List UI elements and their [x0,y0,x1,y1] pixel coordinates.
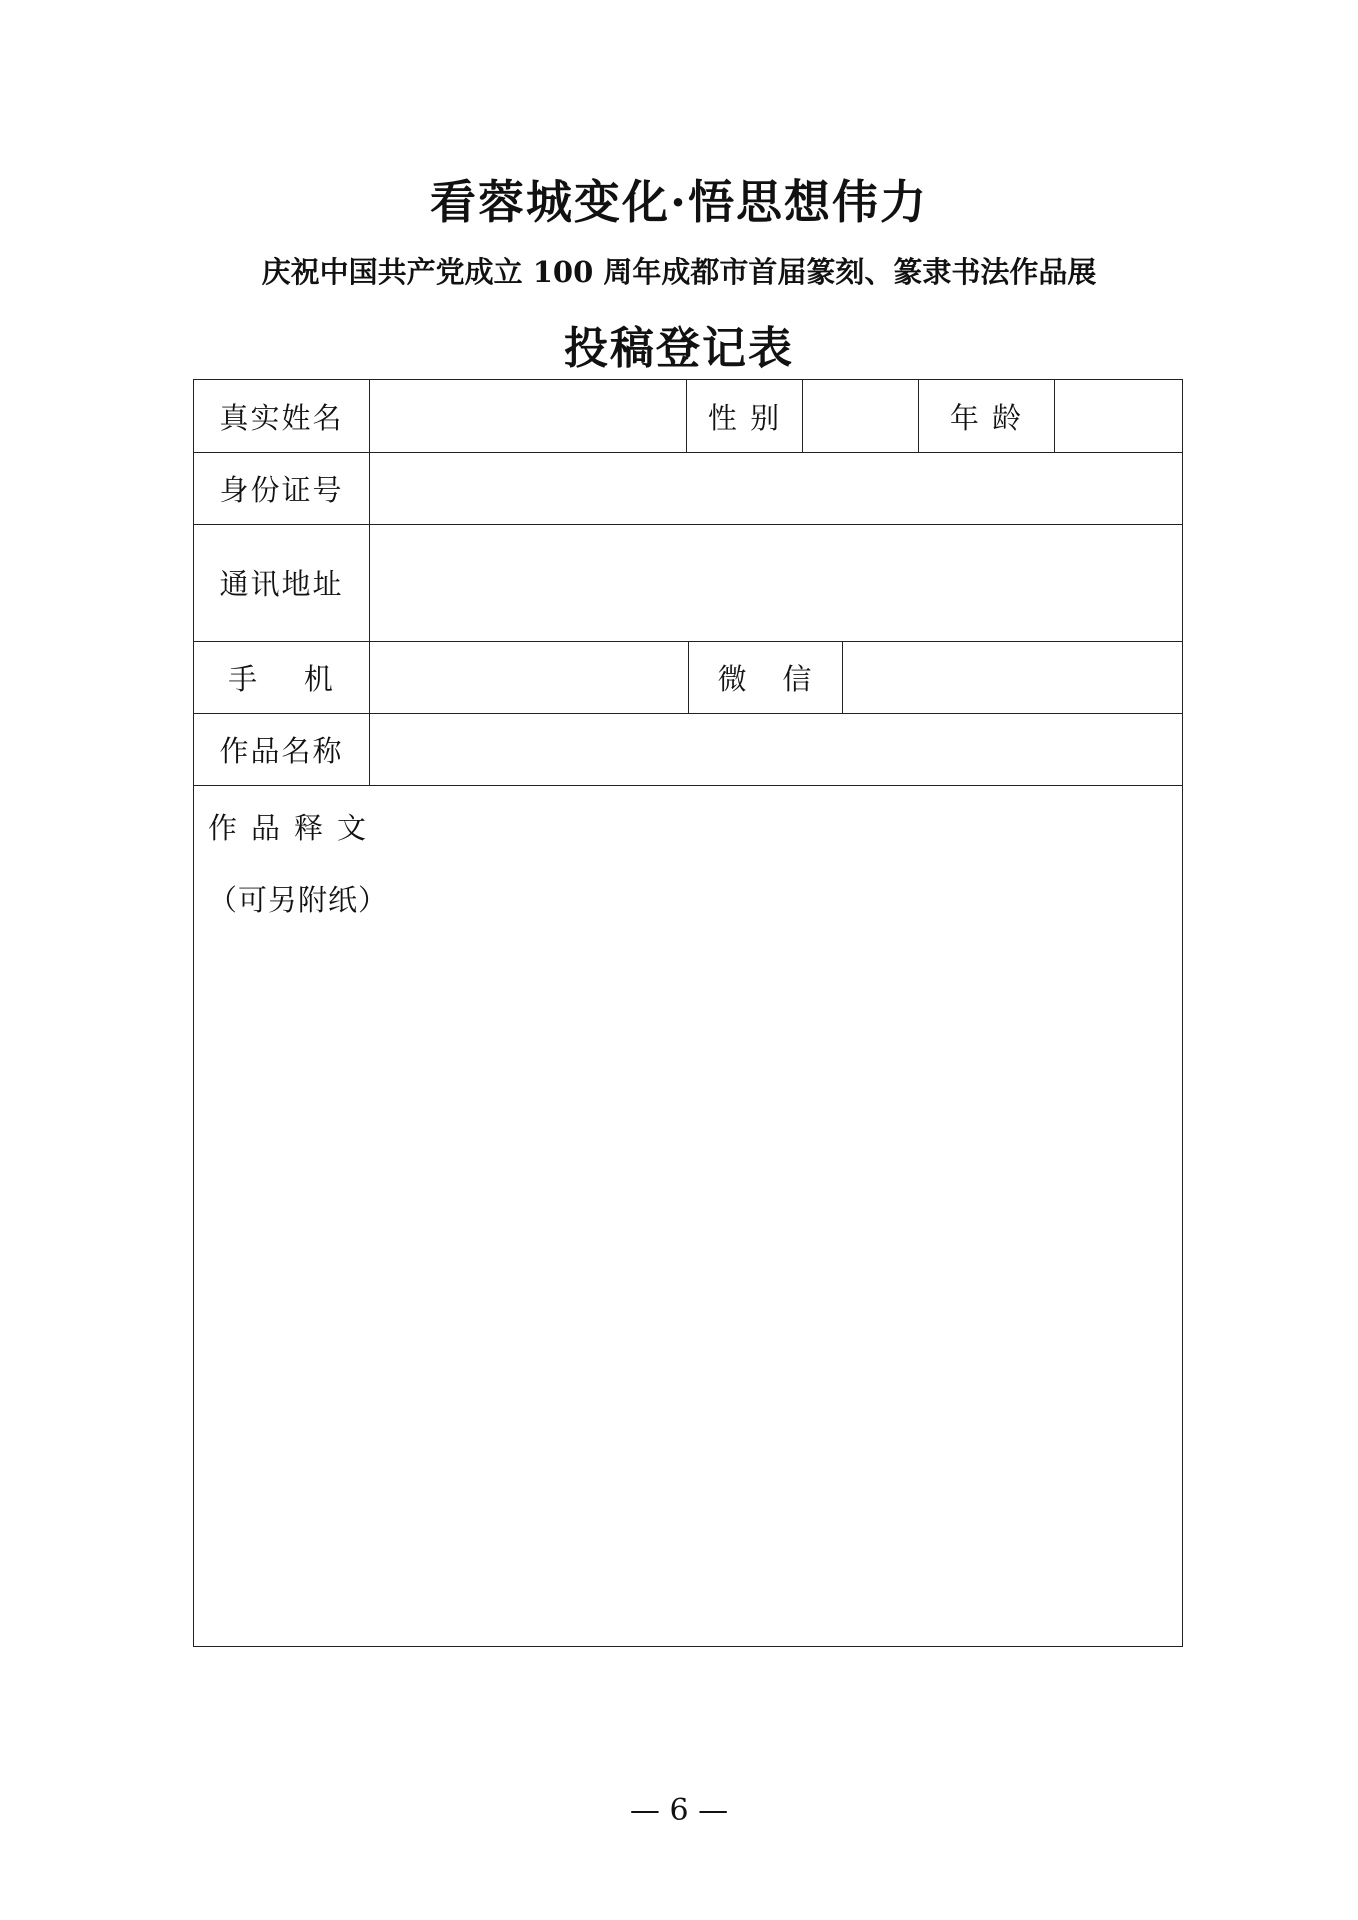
address-field[interactable] [370,524,1182,641]
work-name-label: 作品名称 [219,733,344,768]
phone-label: 手 机 [228,661,335,696]
id-number-label: 身份证号 [219,472,344,507]
work-text-label: 作品释文 [208,811,381,845]
work-text-area[interactable] [194,786,1182,1646]
wechat-label: 微 信 [717,661,814,696]
work-text-note: （可另附纸） [208,883,389,917]
age-field[interactable] [1055,380,1182,452]
age-label: 年 龄 [949,400,1024,435]
wechat-field[interactable] [843,641,1182,713]
page-title: 看蓉城变化·悟思想伟力 [429,175,928,229]
address-label: 通讯地址 [219,567,344,601]
form-title: 投稿登记表 [564,323,794,374]
id-number-field[interactable] [370,452,1182,524]
phone-field[interactable] [370,641,688,713]
real-name-field[interactable] [370,380,686,452]
page-number: — 6 — [629,1793,729,1828]
registration-form [193,379,1183,1647]
page-subtitle: 庆祝中国共产党成立 100 周年成都市首届篆刻、篆隶书法作品展 [261,255,1097,289]
gender-label: 性 别 [707,400,782,435]
work-name-field[interactable] [370,713,1182,785]
real-name-label: 真实姓名 [219,400,344,435]
gender-field[interactable] [803,380,918,452]
